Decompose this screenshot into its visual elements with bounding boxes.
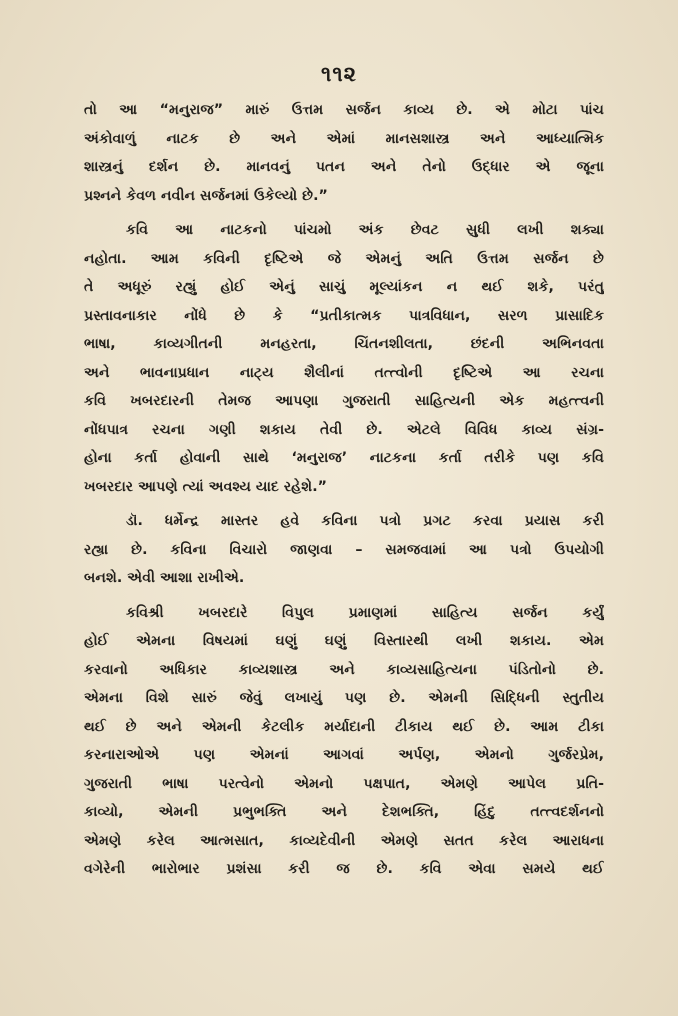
text-line: કરનારાઓએ પણ એમનાં આગવાં અર્પણ, એમનો ગુર્જરપ્રેમ,	[84, 747, 604, 763]
text-line: વગેરેની ભારોભાર પ્રશંસા કરી જ છે. કવિ એવા સમયે થઈ	[84, 861, 604, 877]
text-line: ગુજરાતી ભાષા પરત્વેનો એમનો પક્ષપાત, એમણે આપેલ પ્રતિ-	[84, 775, 604, 792]
paragraph	[84, 507, 604, 593]
text-line: કવિ ખબરદારની તેમજ આપણા ગુજરાતી સાહિત્યની એક મહત્ત્વની	[84, 393, 604, 409]
text-line: અને ભાવનાપ્રધાન નાટ્ય શૈલીનાં તત્ત્વોની દૃષ્ટિએ આ રચના	[84, 364, 604, 381]
text-line: નહોતા. આમ કવિની દૃષ્ટિએ જે એમનું અતિ ઉત્તમ સર્જન છે	[84, 250, 604, 267]
text-line: કરવાનો અધિકાર કાવ્યશાસ્ત્ર અને કાવ્યસાહિત્યના પંડિતોનો છે.	[84, 661, 604, 678]
text-line: થઈ છે અને એમની કેટલીક મર્યાદાની ટીકાય થઈ છે. આમ ટીકા	[84, 718, 604, 735]
text-line: હોઈ એમના વિષયમાં ઘણું ઘણું વિસ્તારથી લખી શકાય. એમ	[84, 633, 604, 649]
text-line: નોંધપાત્ર રચના ગણી શકાય તેવી છે. એટલે વિવિધ કાવ્ય સંગ્ર-	[84, 421, 604, 438]
text-line: એમણે કરેલ આત્મસાત, કાવ્યદેવીની એમણે સતત કરેલ આરાધના	[84, 832, 604, 849]
text-line: પ્રસ્તાવનાકાર નોંધે છે કે “પ્રતીકાત્મક પાત્રવિધાન, સરળ પ્રાસાદિક	[84, 307, 604, 324]
text-line: હોના કર્તા હોવાની સાથે ‘મનુરાજ’ નાટકના કર્તા તરીકે પણ કવિ	[84, 450, 604, 466]
body-text	[84, 96, 604, 884]
text-line: કાવ્યો, એમની પ્રભુભક્તિ અને દેશભક્તિ, હિંદુ તત્ત્વદર્શનનો	[84, 804, 604, 820]
paragraph	[84, 216, 604, 501]
paragraph	[84, 599, 604, 884]
text-line: કવિ આ નાટકનો પાંચમો અંક છેવટ સુધી લખી શક્યા	[126, 222, 604, 238]
paragraph	[84, 96, 604, 210]
text-line: એમના વિશે સારું જેવું લખાયું પણ છે. એમની સિદ્ધિની સ્તુતીય	[84, 690, 604, 706]
text-line: કવિશ્રી ખબરદારે વિપુલ પ્રમાણમાં સાહિત્ય સર્જન કર્યું	[126, 604, 604, 621]
text-line: તે અધૂરું રહ્યું હોઈ એનું સાચું મૂલ્યાંકન ન થઈ શકે, પરંતુ	[84, 279, 604, 295]
text-line: શાસ્ત્રનું દર્શન છે. માનવનું પતન અને તેનો ઉદ્ધાર એ જૂના	[84, 159, 604, 175]
text-line: પ્રશ્નને કેવળ નવીન સર્જનમાં ઉકેલ્યો છે.”	[84, 187, 328, 204]
page-number: ૧૧૨	[321, 62, 357, 86]
text-line: ખબરદાર આપણે ત્યાં અવશ્ય યાદ રહેશે.”	[84, 478, 327, 495]
text-line: તો આ “મનુરાજ” મારું ઉત્તમ સર્જન કાવ્ય છે. એ મોટા પાંચ	[84, 102, 604, 118]
text-line: ભાષા, કાવ્યગીતની મનહરતા, ચિંતનશીલતા, છંદની અભિનવતા	[84, 336, 604, 352]
text-line: અંકોવાળું નાટક છે અને એમાં માનસશાસ્ત્ર અને આધ્યાત્મિક	[84, 130, 604, 147]
text-line: રહ્યા છે. કવિના વિચારો જાણવા – સમજવામાં આ પત્રો ઉપયોગી	[84, 541, 604, 558]
text-line: બનશે. એવી આશા રાખીએ.	[84, 570, 245, 586]
text-line: ડૉ. ધર્મેન્દ્ર માસ્તર હવે કવિના પત્રો પ્રગટ કરવા પ્રયાસ કરી	[126, 513, 604, 529]
